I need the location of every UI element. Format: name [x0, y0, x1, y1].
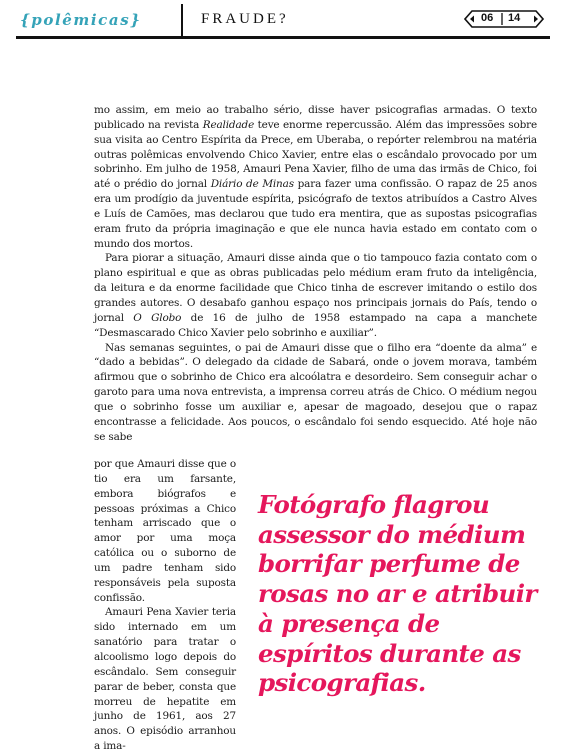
prev-page-arrow-icon [470, 16, 474, 23]
article-column [94, 457, 236, 754]
page-total: 14 [508, 12, 521, 24]
paragraph-1-text-a: mo assim, em meio ao trabalho sério, disse haver psicografias armadas. O texto publicado na revista [94, 104, 537, 131]
paragraph-1-text-b: teve enorme repercussão. Além das impressões sobre sua visita ao Centro Espírita da Prece, em Uberaba, o repórter relembrou na matéria outras polêmicas envolvendo Chico Xavier, entre elas o escândalo provocado por um sobrinho. Em julho de 1958, Amauri Pena Xavier, filho de uma das irmãs de Chico, foi até o prédio do jornal [94, 118, 538, 191]
page-current: 06 [481, 12, 494, 24]
pull-quote: Fotógrafo flagrou assessor do médium borrifar perfume de rosas no ar e atribuir à presença de espíritos durante as psicografias. [258, 490, 537, 698]
next-page-arrow-icon [534, 16, 538, 23]
article-body [94, 103, 537, 444]
paragraph-2-text-b: de 16 de julho de 1958 estampado na capa a manchete “Desmascarado Chico Xavier pelo sobrinho e auxiliar”. [94, 311, 538, 339]
section-label: {polêmicas} [20, 11, 142, 29]
paragraph-1 [94, 103, 537, 251]
article-kicker: FRAUDE? [201, 11, 289, 27]
page-header [0, 0, 567, 40]
header-divider [181, 4, 183, 38]
page-indicator-frame [464, 10, 544, 28]
magazine-name: Realidade [202, 118, 255, 131]
page-indicator [464, 10, 544, 28]
newspaper-name: Diário de Minas [210, 178, 294, 191]
paragraph-3: Nas semanas seguintes, o pai de Amauri disse que o filho era “doente da alma” e “dado a bebidas”. O delegado da cidade de Sabará, onde o jovem morava, também afirmou que o sobrinho de Chico era alcoólatra e desordeiro. Sem conseguir achar o garoto para uma nova entrevista, a imprensa correu atrás de Chico. O médium negou que o sobrinho fosse um auxiliar e, apesar de magoado, desejou que o rapaz encontrasse a felicidade. Aos poucos, o escândalo foi sendo esquecido. Até hoje não se sabe [94, 341, 537, 443]
paragraph-1-text-c: para fazer uma confissão. O rapaz de 25 anos era um prodígio da juventude espírita, psicógrafo de textos atribuídos a Castro Alves e Luís de Camões, mas declarou que tudo era mentira, que as supostas psicografias eram fruto da própria imaginação e que ele nunca havia estado em contato com o mundo dos mortos. [94, 178, 537, 250]
paragraph-2 [94, 251, 537, 340]
column-paragraph-1: por que Amauri disse que o tio era um farsante, embora biógrafos e pessoas próximas a Chico tenham arriscado que o amor por uma moça católica ou o suborno de um padre tenham sido responsáveis pela suposta confissão. [94, 458, 236, 604]
column-paragraph-2: Amauri Pena Xavier teria sido internado em um sanatório para tratar o alcoolismo logo depois do escândalo. Sem conseguir parar de beber, consta que morreu de hepatite em junho de 1961, aos 27 anos. O episódio arranhou a ima- [94, 606, 236, 753]
header-rule [16, 36, 550, 39]
paragraph-2-text-a: Para piorar a situação, Amauri disse ainda que o tio tampouco fazia contato com o plano espiritual e que as obras publicadas pelo médium eram fruto da inteligência, da leitura e da enorme facilidade que Chico tinha de escrever imitando o estilo dos grandes autores. O desabafo ganhou espaço nos principais jornais do País, tendo o jornal [94, 252, 537, 324]
newspaper-name-2: O Globo [133, 311, 182, 324]
